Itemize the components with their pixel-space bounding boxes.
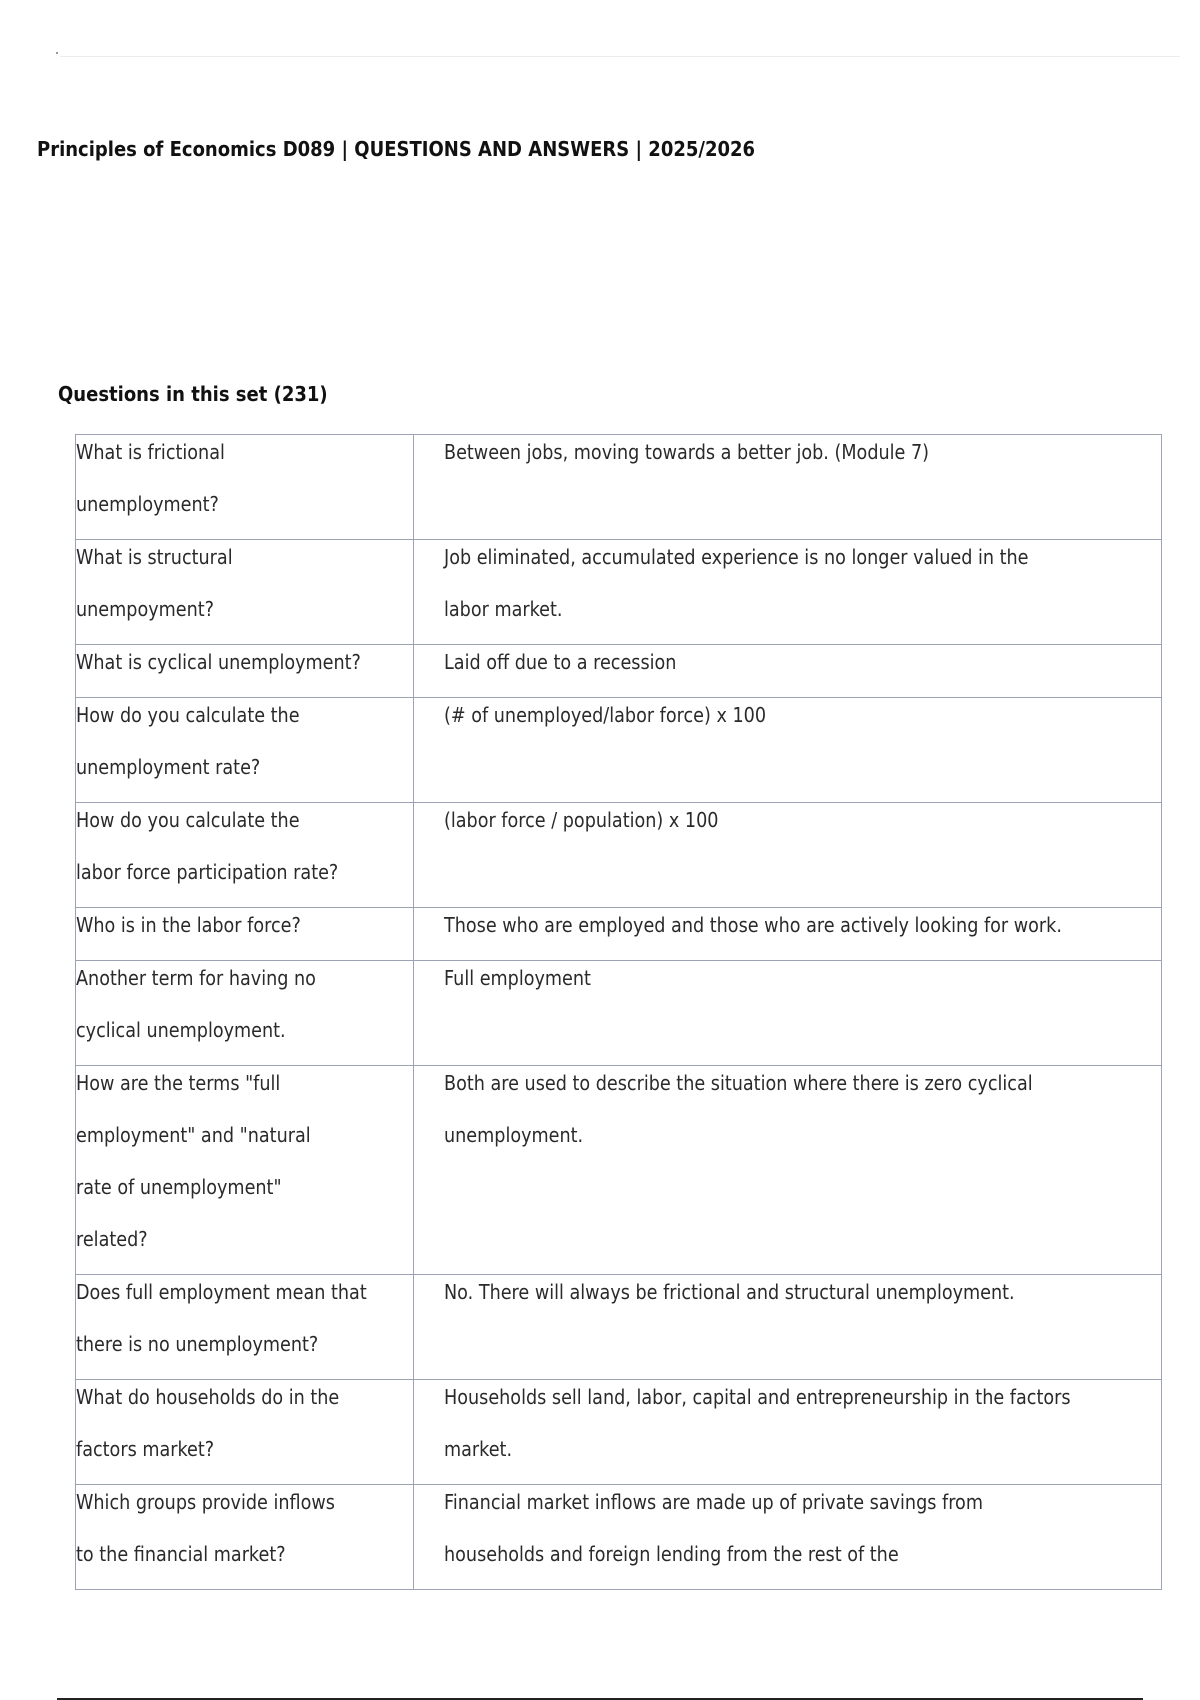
question-cell xyxy=(76,698,414,803)
answer-cell xyxy=(414,803,1162,908)
table-row xyxy=(76,698,1162,803)
question-text: Another term for having no cyclical unemployment. xyxy=(76,966,316,1042)
answer-text: Job eliminated, accumulated experience is no longer valued in the labor market. xyxy=(444,545,1029,621)
question-text: What is cyclical unemployment? xyxy=(76,650,361,674)
question-cell xyxy=(76,1066,414,1275)
answer-cell xyxy=(414,1380,1162,1485)
table-row xyxy=(76,803,1162,908)
table-row xyxy=(76,540,1162,645)
question-cell xyxy=(76,803,414,908)
table-row xyxy=(76,1380,1162,1485)
answer-cell xyxy=(414,540,1162,645)
page-dot xyxy=(56,52,58,54)
answer-cell xyxy=(414,1485,1162,1590)
answer-text: Full employment xyxy=(444,966,591,990)
question-text: What do households do in the factors market? xyxy=(76,1385,340,1461)
table-row xyxy=(76,435,1162,540)
questions-set-count: Questions in this set (231) xyxy=(58,382,328,406)
question-text: How do you calculate the unemployment rate? xyxy=(76,703,300,779)
answer-text: (labor force / population) x 100 xyxy=(444,808,719,832)
header-rule xyxy=(60,56,1180,57)
answer-cell xyxy=(414,1066,1162,1275)
question-cell xyxy=(76,435,414,540)
qa-table xyxy=(75,434,1162,1590)
question-text: How do you calculate the labor force participation rate? xyxy=(76,808,339,884)
answer-cell xyxy=(414,698,1162,803)
question-cell xyxy=(76,540,414,645)
question-text: What is structural unempoyment? xyxy=(76,545,233,621)
question-text: Who is in the labor force? xyxy=(76,913,301,937)
answer-cell xyxy=(414,961,1162,1066)
table-row xyxy=(76,1066,1162,1275)
answer-text: No. There will always be frictional and structural unemployment. xyxy=(444,1280,1015,1304)
question-cell xyxy=(76,1485,414,1590)
question-cell xyxy=(76,1275,414,1380)
question-text: Does full employment mean that there is no unemployment? xyxy=(76,1280,367,1356)
question-text: How are the terms "full employment" and "natural rate of unemployment" related? xyxy=(76,1071,311,1251)
question-text: What is frictional unemployment? xyxy=(76,440,225,516)
question-cell xyxy=(76,1380,414,1485)
table-row xyxy=(76,961,1162,1066)
question-text: Which groups provide inflows to the financial market? xyxy=(76,1490,335,1566)
answer-text: Between jobs, moving towards a better job. (Module 7) xyxy=(444,440,930,464)
answer-text: (# of unemployed/labor force) x 100 xyxy=(444,703,767,727)
question-cell xyxy=(76,961,414,1066)
answer-text: Both are used to describe the situation where there is zero cyclical unemployment. xyxy=(444,1071,1033,1147)
answer-text: Laid off due to a recession xyxy=(444,650,677,674)
answer-text: Those who are employed and those who are actively looking for work. xyxy=(444,913,1062,937)
document-title: Principles of Economics D089 | QUESTIONS AND ANSWERS | 2025/2026 xyxy=(37,137,756,161)
answer-text: Households sell land, labor, capital and entrepreneurship in the factors market. xyxy=(444,1385,1071,1461)
table-row xyxy=(76,1485,1162,1590)
table-row xyxy=(76,1275,1162,1380)
answer-cell xyxy=(414,1275,1162,1380)
answer-text: Financial market inflows are made up of private savings from households and foreign lending from the rest of the xyxy=(444,1490,983,1566)
answer-cell xyxy=(414,435,1162,540)
